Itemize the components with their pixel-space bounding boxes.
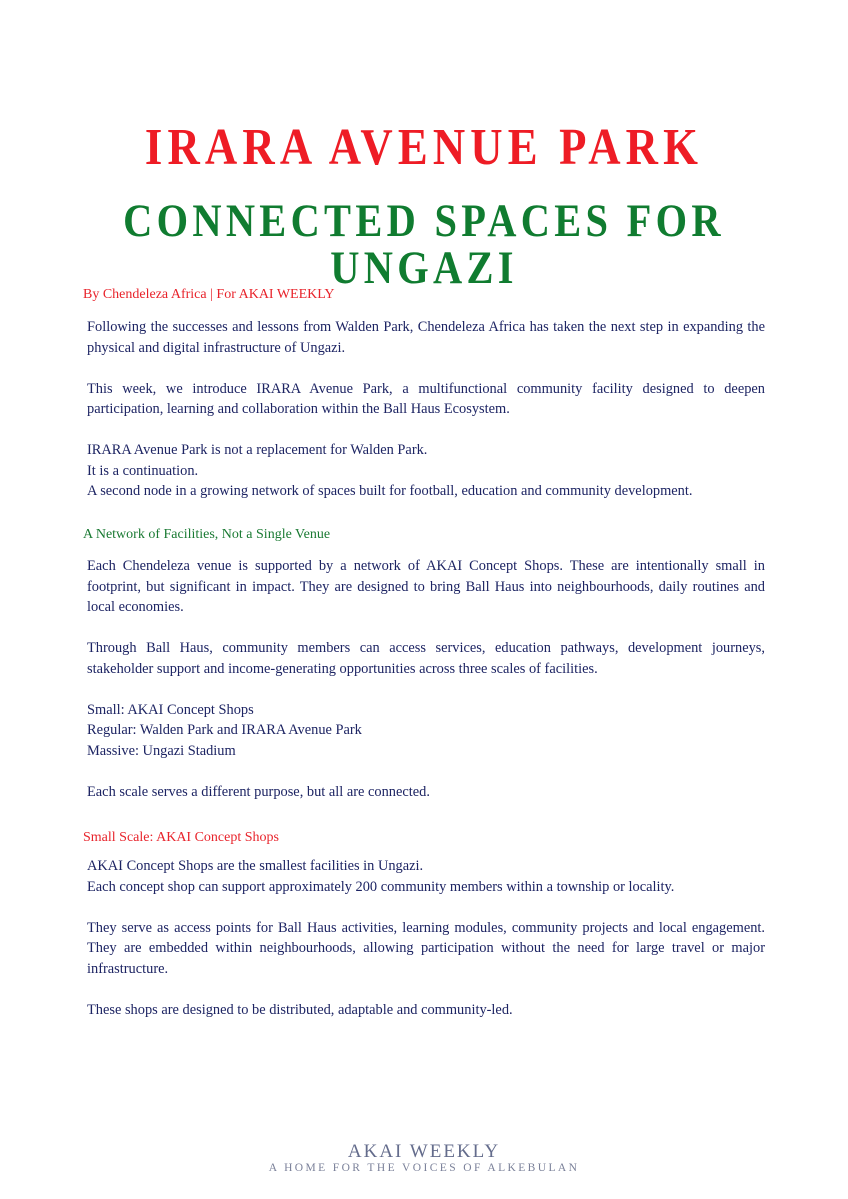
intro-paragraph-3 [87,440,765,502]
scale-regular: Regular: Walden Park and IRARA Avenue Park [87,722,362,738]
network-paragraph-2: Through Ball Haus, community members can access services, education pathways, development journeys, stakeholder support and income-generating opportunities across three scales of facilities. [87,640,765,677]
scale-massive: Massive: Ungazi Stadium [87,742,236,759]
network-paragraph-1: Each Chendeleza venue is supported by a network of AKAI Concept Shops. These are intentionally small in footprint, but significant in impact. They are designed to bring Ball Haus into neighbourhoods, daily routines and local economies. [87,558,765,615]
small-scale-paragraph-3: These shops are designed to be distributed, adaptable and community-led. [87,1001,513,1018]
scale-small: Small: AKAI Concept Shops [87,701,254,718]
intro-paragraph-1: Following the successes and lessons from Walden Park, Chendeleza Africa has taken the next step in expanding the physical and digital infrastructure of Ungazi. [87,319,765,356]
small-scale-paragraph-2: They serve as access points for Ball Haus activities, learning modules, community projects and local engagement. They are embedded within neighbourhoods, allowing participation without the need for large travel or major infrastructure. [87,919,765,977]
footer-publication-name: AKAI WEEKLY [347,1141,501,1162]
small-scale-line-2: Each concept shop can support approximately 200 community members within a township or locality. [87,878,675,895]
scales-list [87,700,765,762]
small-scale-heading: Small Scale: AKAI Concept Shops [83,830,279,845]
intro-line-1: IRARA Avenue Park is not a replacement for Walden Park. [87,442,428,458]
intro-section [87,317,765,502]
small-scale-paragraph-1 [87,856,765,897]
byline: By Chendeleza Africa | For AKAI WEEKLY [83,287,335,302]
intro-paragraph-2: This week, we introduce IRARA Avenue Park, a multifunctional community facility designed to deepen participation, learning and collaboration within the Ball Haus Ecosystem. [87,380,765,417]
small-scale-line-1: AKAI Concept Shops are the smallest facilities in Ungazi. [87,858,424,874]
intro-line-3: A second node in a growing network of spaces built for football, education and community development. [87,483,693,499]
footer-tagline: A HOME FOR THE VOICES OF ALKEBULAN [268,1162,580,1174]
small-scale-section [87,856,765,1020]
article-title: IRARA AVENUE PARK [144,119,704,176]
article-subtitle: CONNECTED SPACES FOR UNGAZI [123,195,725,294]
network-heading: A Network of Facilities, Not a Single Venue [83,527,331,542]
network-paragraph-3: Each scale serves a different purpose, but all are connected. [87,783,430,800]
intro-line-2: It is a continuation. [87,462,199,479]
network-section [87,556,765,802]
